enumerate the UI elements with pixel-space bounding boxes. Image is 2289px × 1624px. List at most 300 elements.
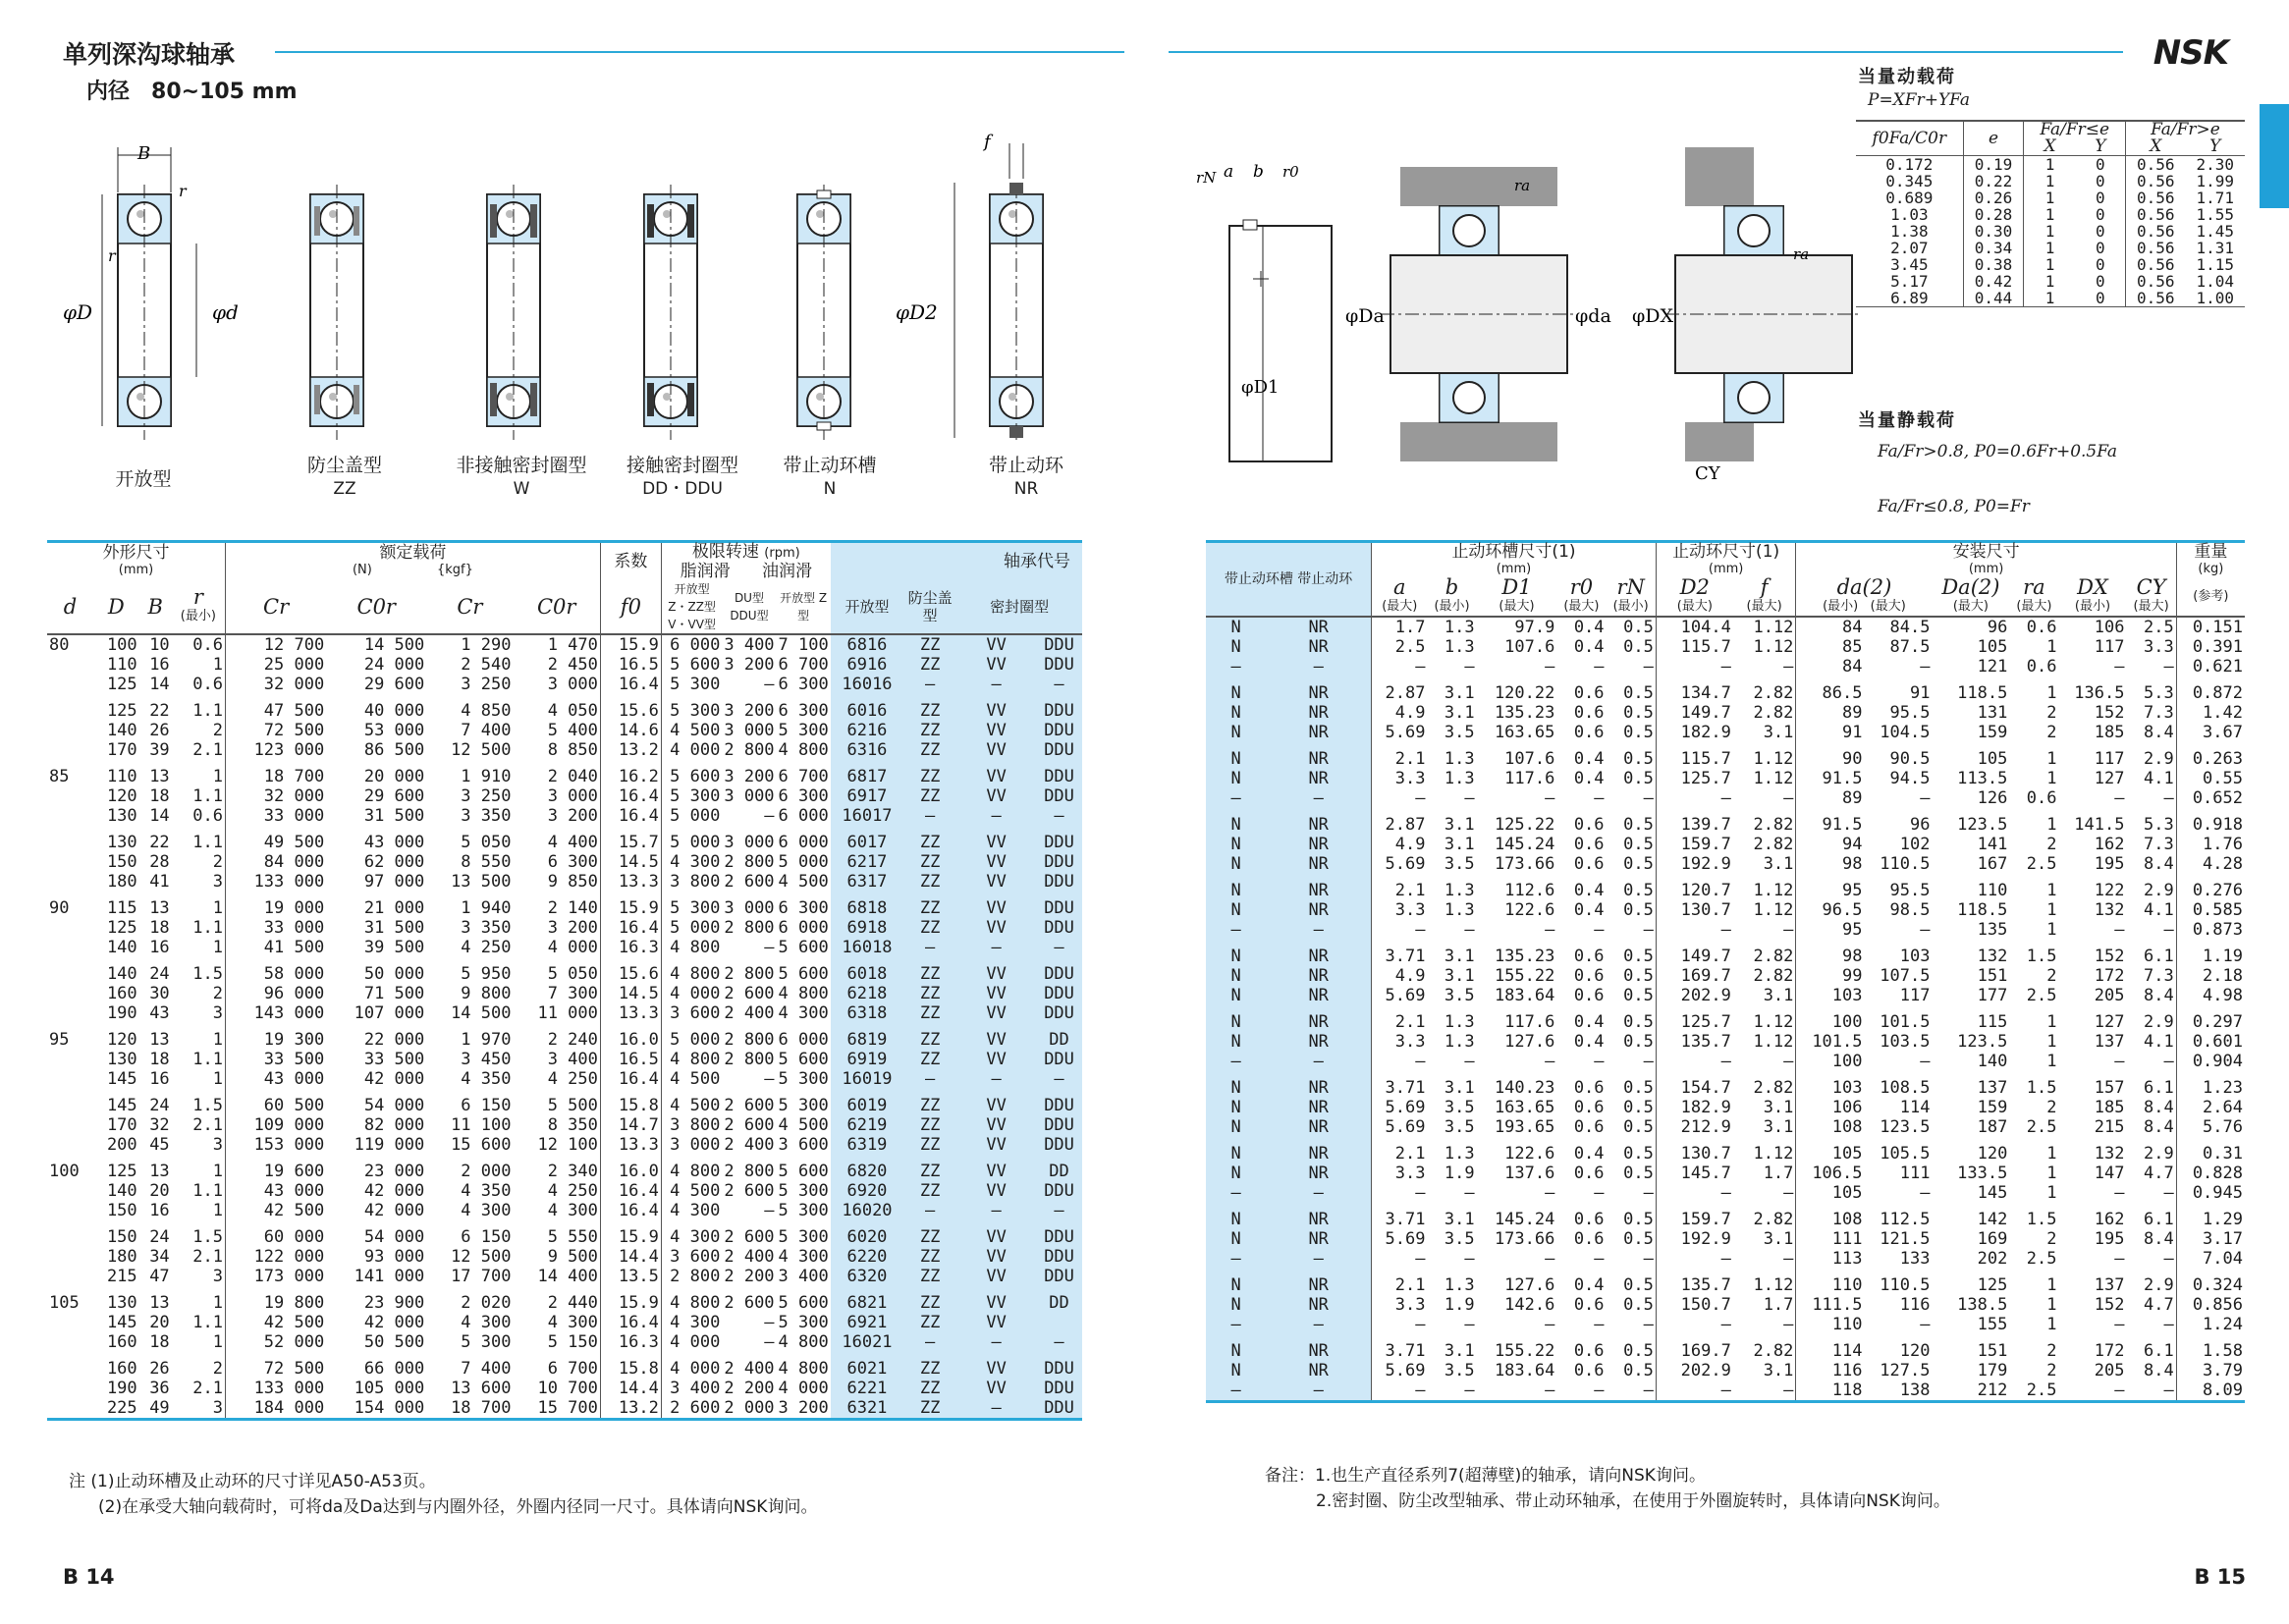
cell-da1: 90 (1796, 742, 1865, 769)
cell-g1: 4 800 (661, 957, 722, 984)
cell-w: 0.55 (2176, 769, 2245, 788)
cell-rN: 0.5 (1623, 637, 1654, 657)
cell-a: 2.1 (1372, 1005, 1428, 1032)
cell-ra: 1 (2046, 1032, 2057, 1052)
cell-ra: 1 (2046, 683, 2057, 703)
cell-zz: ZZ (903, 1089, 956, 1115)
cell-Cr: 25 000 (226, 655, 327, 675)
cell-DX: 205 (2094, 1361, 2125, 1380)
cell-CY: 7.3 (2144, 966, 2174, 986)
cell-rN: 0.5 (1623, 769, 1654, 788)
cell-b: — (1464, 1249, 1475, 1269)
load-cell: 0.56 (2125, 156, 2185, 174)
cell-da1: 118 (1796, 1380, 1865, 1402)
cell-r: 1.1 (192, 701, 223, 721)
cell-ddu: DD (1036, 1155, 1082, 1181)
cell-da1: 94 (1796, 835, 1865, 854)
cell-g2: 2 600 (724, 1181, 775, 1201)
cell-vv: VV (956, 1267, 1036, 1286)
cell-r: 2.1 (192, 1379, 223, 1398)
cell-D1: 125.22 (1494, 815, 1555, 835)
cell-D: 160 (106, 984, 137, 1003)
cell-Da: 177 (1977, 986, 2008, 1005)
cell-w: 0.585 (2176, 900, 2245, 920)
cell-d (47, 1220, 93, 1247)
cell-r: 2 (212, 1359, 223, 1379)
cell-g2: 2 800 (724, 964, 775, 984)
cell-Crk: 4 350 (461, 1069, 512, 1089)
cell-C0rk: 3 000 (547, 675, 598, 694)
cell-r0: 0.4 (1573, 769, 1605, 788)
cell-D1: 112.6 (1504, 881, 1555, 900)
cell-b: 3.1 (1444, 1341, 1475, 1361)
cell-n: N (1206, 1361, 1266, 1380)
cell-Cr: 58 000 (226, 957, 327, 984)
cell-b: — (1464, 1052, 1475, 1071)
cell-D1: 140.23 (1494, 1078, 1555, 1098)
table-row (47, 655, 1082, 675)
cell-rN: — (1643, 920, 1654, 940)
table-row (1206, 1032, 2245, 1052)
cell-n: N (1206, 742, 1266, 769)
cell-rN: — (1643, 1183, 1654, 1203)
cell-D: 190 (106, 1003, 137, 1023)
cell-ra: 2.5 (2026, 986, 2057, 1005)
table-row (47, 760, 1082, 786)
cell-ddu: DDU (1036, 760, 1082, 786)
cell-Crk: 7 400 (461, 1359, 512, 1379)
cell-n: N (1206, 1098, 1266, 1117)
cell-a: — (1372, 1380, 1428, 1402)
cell-oil: 5 600 (778, 938, 829, 957)
cell-da1: 103 (1796, 986, 1865, 1005)
type-caption-snap-ring: 带止动环 NR (988, 455, 1063, 499)
cell-rN: 0.5 (1623, 749, 1654, 769)
cell-Da: 167 (1977, 854, 2008, 874)
type-caption-snap-groove: 带止动环槽 N (783, 455, 877, 499)
cell-f: 3.1 (1763, 1117, 1794, 1137)
cell-da1: 85 (1796, 637, 1865, 657)
cell-n: N (1206, 703, 1266, 723)
cell-g2: 2 600 (724, 872, 775, 892)
cell-zz: ZZ (903, 1155, 956, 1181)
cell-a: 2.87 (1372, 677, 1428, 703)
cell-nr: — (1266, 1380, 1371, 1402)
cell-nr: NR (1266, 637, 1371, 657)
cell-a: 5.69 (1372, 1098, 1428, 1117)
cell-n: N (1206, 966, 1266, 986)
cell-Da: 138.5 (1957, 1295, 2008, 1315)
cell-ra: 2.5 (2026, 854, 2057, 874)
cell-D2: — (1656, 788, 1733, 808)
cell-CY: — (2163, 920, 2174, 940)
cell-da2: — (1920, 657, 1931, 677)
cell-Crk: 2 000 (461, 1162, 512, 1181)
cell-ddu: DDU (1036, 786, 1082, 806)
cell-f: 3.1 (1763, 1229, 1794, 1249)
cell-da2: 121.5 (1880, 1229, 1931, 1249)
cell-B: 36 (149, 1379, 170, 1398)
cell-ddu: DDU (1036, 634, 1082, 655)
load-cell: 3.45 (1890, 255, 1929, 274)
cell-f: 3.1 (1763, 1098, 1794, 1117)
cell-da1: 106 (1796, 1098, 1865, 1117)
cell-ra: 0.6 (2026, 657, 2057, 677)
cell-Da: 105 (1977, 637, 2008, 657)
cell-rN: 0.5 (1623, 1098, 1654, 1117)
table-row (1206, 703, 2245, 723)
cell-rN: 0.5 (1623, 835, 1654, 854)
cell-oil: 3 200 (778, 1398, 829, 1418)
cell-b: — (1464, 920, 1475, 940)
cell-B: 10 (149, 635, 170, 655)
cell-zz: ZZ (903, 1023, 956, 1050)
cell-CY: 4.7 (2144, 1295, 2174, 1315)
cell-ra: 1 (2046, 637, 2057, 657)
cell-g1: 4 500 (661, 1069, 722, 1089)
load-cell: 1.45 (2196, 222, 2235, 241)
cell-g2: 3 200 (724, 767, 775, 786)
cell-r0: 0.4 (1573, 1012, 1605, 1032)
cell-da2: — (1920, 920, 1931, 940)
table-row (47, 1115, 1082, 1135)
cell-f0: 15.6 (600, 694, 661, 721)
cell-DX: 127 (2094, 1012, 2125, 1032)
label-ra: ra (1514, 177, 1531, 194)
cell-code: 6321 (831, 1398, 903, 1420)
cell-oil: 5 300 (778, 1181, 829, 1201)
table-row (1206, 1117, 2245, 1137)
cell-oil: 4 300 (778, 1003, 829, 1023)
cell-vv: VV (956, 1135, 1036, 1155)
cell-CY: — (2163, 1380, 2174, 1400)
label-Dx: φDX (1632, 305, 1674, 327)
cell-n: — (1206, 1249, 1266, 1269)
header-factor: 系数 (600, 542, 661, 581)
cell-b: 3.1 (1444, 835, 1475, 854)
cell-C0rk: 4 250 (547, 1181, 598, 1201)
drawing-open-type (63, 143, 239, 440)
cell-f0: 15.9 (600, 1220, 661, 1247)
cell-vv: VV (956, 826, 1036, 852)
cell-Da: 126 (1977, 788, 2008, 808)
cell-b: 3.5 (1444, 1098, 1475, 1117)
cell-f: 2.82 (1753, 1078, 1794, 1098)
cell-r: 1 (212, 1332, 223, 1352)
cell-code: 6016 (831, 694, 903, 721)
cell-B: 43 (149, 1003, 170, 1023)
cell-f: 1.12 (1753, 1032, 1794, 1052)
cell-d (47, 1135, 93, 1155)
cell-Cr: 72 500 (226, 721, 327, 740)
cell-nr: NR (1266, 742, 1371, 769)
table-row (47, 1352, 1082, 1379)
cell-f0: 16.4 (600, 1181, 661, 1201)
table-row (47, 1023, 1082, 1050)
load-cell: 0.34 (1963, 240, 2024, 256)
cell-g2: — (764, 1069, 775, 1089)
cell-b: 3.1 (1444, 703, 1475, 723)
cell-D: 130 (106, 806, 137, 826)
cell-code: 6318 (831, 1003, 903, 1023)
cell-B: 24 (149, 1227, 170, 1247)
table-row (47, 1181, 1082, 1201)
cell-D: 145 (106, 1069, 137, 1089)
cell-b: 1.3 (1444, 1275, 1475, 1295)
header-weight: 重量 (2194, 542, 2228, 562)
cell-C0r: 40 000 (363, 701, 425, 721)
cell-D: 160 (106, 1359, 137, 1379)
cell-b: 1.3 (1444, 749, 1475, 769)
cell-da2: — (1920, 788, 1931, 808)
cell-r: 1.5 (192, 1096, 223, 1115)
cell-D2: 139.7 (1656, 808, 1733, 835)
cell-r0: — (1594, 1380, 1605, 1400)
label-da: φda (1575, 305, 1611, 327)
table-row (47, 721, 1082, 740)
cell-r0: 0.6 (1573, 1361, 1605, 1380)
cell-C0rk: 3 200 (547, 918, 598, 938)
cell-d (47, 740, 93, 760)
cell-D: 225 (106, 1398, 137, 1418)
table-row (47, 1155, 1082, 1181)
load-cell: 0.26 (1963, 189, 2024, 206)
cell-da2: 120 (1899, 1341, 1931, 1361)
type-caption-contact: 接触密封圈型 DD・DDU (626, 455, 738, 499)
cell-D2: 182.9 (1656, 1098, 1733, 1117)
cell-w: 1.23 (2176, 1071, 2245, 1098)
cell-g1: 4 000 (661, 984, 722, 1003)
cell-D: 130 (106, 1293, 137, 1313)
cell-Cr: 43 000 (226, 1181, 327, 1201)
cell-D1: — (1545, 1315, 1555, 1334)
cell-CY: 8.4 (2144, 1361, 2174, 1380)
cell-a: 4.9 (1372, 703, 1428, 723)
cell-DX: 137 (2094, 1275, 2125, 1295)
cell-oil: 7 100 (778, 635, 829, 655)
cell-r0: 0.4 (1573, 618, 1605, 637)
cell-Cr: 109 000 (226, 1115, 327, 1135)
table-row (47, 1089, 1082, 1115)
cell-b: 3.5 (1444, 1361, 1475, 1380)
cell-D1: — (1545, 788, 1555, 808)
cell-zz: ZZ (903, 1050, 956, 1069)
cell-zz: ZZ (903, 1313, 956, 1332)
cell-d: 85 (49, 767, 70, 786)
cell-Da: 96 (1987, 618, 2008, 637)
cell-vv: VV (956, 760, 1036, 786)
cell-f: 1.7 (1763, 1164, 1794, 1183)
cell-ra: 0.6 (2026, 618, 2057, 637)
cell-da2: 96 (1909, 815, 1931, 835)
cell-DX: 117 (2094, 749, 2125, 769)
cell-f: 1.12 (1753, 881, 1794, 900)
cell-rN: 0.5 (1623, 900, 1654, 920)
cell-DX: 152 (2094, 1295, 2125, 1315)
cell-da2: 112.5 (1880, 1210, 1931, 1229)
cell-C0rk: 10 700 (537, 1379, 598, 1398)
cell-C0rk: 1 470 (547, 635, 598, 655)
cell-DX: 185 (2094, 1098, 2125, 1117)
cell-g1: 4 000 (661, 1352, 722, 1379)
cell-Crk: 13 500 (451, 872, 512, 892)
load-cell: 2.30 (2196, 155, 2235, 174)
load-cell: 1 (2024, 173, 2076, 189)
cell-B: 18 (149, 786, 170, 806)
cell-g2: 2 800 (724, 918, 775, 938)
table-row (1856, 206, 2245, 223)
load-cell: 0.56 (2125, 256, 2185, 273)
table-row (1206, 808, 2245, 835)
table-row (1206, 1203, 2245, 1229)
cell-nr: — (1266, 920, 1371, 940)
cell-oil: 6 700 (778, 655, 829, 675)
load-cell: 0.56 (2125, 206, 2185, 223)
cell-g1: 5 000 (661, 918, 722, 938)
cell-da1: 111 (1796, 1229, 1865, 1249)
cell-r: 1.5 (192, 964, 223, 984)
cell-D: 190 (106, 1379, 137, 1398)
load-cell: 0.42 (1963, 273, 2024, 290)
cell-a: 3.71 (1372, 1071, 1428, 1098)
cell-Da: 132 (1977, 947, 2008, 966)
cell-b: 1.3 (1444, 1032, 1475, 1052)
cell-C0rk: 15 700 (537, 1398, 598, 1418)
cell-r0: 0.6 (1573, 1164, 1605, 1183)
cell-rN: 0.5 (1623, 815, 1654, 835)
cell-g1: 3 800 (661, 872, 722, 892)
cell-b: 1.3 (1444, 637, 1475, 657)
cell-b: 1.3 (1444, 900, 1475, 920)
cell-r: 1.1 (192, 1181, 223, 1201)
cell-r0: 0.4 (1573, 637, 1605, 657)
cell-oil: 4 800 (778, 984, 829, 1003)
cell-vv: VV (956, 918, 1036, 938)
cell-b: 3.1 (1444, 966, 1475, 986)
cell-da2: 133 (1899, 1249, 1931, 1269)
cell-n: N (1206, 835, 1266, 854)
cell-r: 1.1 (192, 833, 223, 852)
table-row (1206, 1334, 2245, 1361)
type-caption-noncontact: 非接触密封圈型 W (456, 455, 587, 499)
cell-r: 1 (212, 1293, 223, 1313)
cell-n: N (1206, 1334, 1266, 1361)
cell-CY: 2.9 (2144, 749, 2174, 769)
cell-C0r: 33 500 (363, 1050, 425, 1069)
table-row (1206, 1137, 2245, 1164)
cell-g1: 4 300 (661, 1313, 722, 1332)
label-D1: φD1 (1241, 377, 1280, 398)
cell-CY: 8.4 (2144, 1229, 2174, 1249)
cell-nr: NR (1266, 1137, 1371, 1164)
cell-code: 6920 (831, 1181, 903, 1201)
cell-vv: VV (956, 634, 1036, 655)
cell-f: 2.82 (1753, 703, 1794, 723)
cell-f0: 13.3 (600, 1003, 661, 1023)
cell-b: 1.9 (1444, 1295, 1475, 1315)
cell-n: N (1206, 1117, 1266, 1137)
cell-oil: 3 400 (778, 1267, 829, 1286)
cell-Crk: 2 540 (461, 655, 512, 675)
cell-D2: 135.7 (1656, 1032, 1733, 1052)
load-cell: 0 (2096, 222, 2105, 241)
cell-w: 0.873 (2176, 920, 2245, 940)
cell-DX: — (2114, 1315, 2125, 1334)
cell-n: N (1206, 1164, 1266, 1183)
cell-D2: 212.9 (1656, 1117, 1733, 1137)
cell-DX: — (2114, 657, 2125, 677)
cell-g2: 3 400 (724, 635, 775, 655)
table-row (1206, 1052, 2245, 1071)
label-rN: rN (1196, 169, 1217, 187)
cell-B: 49 (149, 1398, 170, 1418)
equiv-dynamic-title: 当量动载荷 (1858, 67, 1956, 87)
cell-Da: 118.5 (1957, 900, 2008, 920)
cell-d (47, 1398, 93, 1420)
cell-rN: 0.5 (1623, 1361, 1654, 1380)
table-row (1206, 742, 2245, 769)
table-row (1206, 900, 2245, 920)
cell-D: 160 (106, 1332, 137, 1352)
cell-da1: 105 (1796, 1183, 1865, 1203)
static-formula-2: Fa/Fr≤0.8, P0=Fr (1878, 497, 2030, 516)
cell-da1: 95 (1796, 920, 1865, 940)
cell-d (47, 872, 93, 892)
cell-da2: 95.5 (1889, 703, 1931, 723)
cell-ddu: DD (1036, 1286, 1082, 1313)
cell-CY: 4.1 (2144, 900, 2174, 920)
cell-vv: VV (956, 1286, 1036, 1313)
cell-ddu: DDU (1036, 1247, 1082, 1267)
cell-DX: 137 (2094, 1032, 2125, 1052)
cell-zz: — (903, 675, 956, 694)
cell-g1: 4 800 (661, 938, 722, 957)
cell-r0: 0.6 (1573, 1117, 1605, 1137)
cell-nr: NR (1266, 1071, 1371, 1098)
cell-a: 5.69 (1372, 1117, 1428, 1137)
cell-g2: 2 800 (724, 1030, 775, 1050)
table-row (47, 1267, 1082, 1286)
cell-Cr: 133 000 (226, 1379, 327, 1398)
cell-r: 0.6 (192, 806, 223, 826)
cell-ddu: DDU (1036, 1352, 1082, 1379)
cell-g1: 4 500 (661, 1181, 722, 1201)
cell-D: 110 (106, 655, 137, 675)
cell-DX: 172 (2094, 966, 2125, 986)
cell-f0: 16.5 (600, 1050, 661, 1069)
cell-n: — (1206, 1183, 1266, 1203)
cell-C0r: 54 000 (363, 1096, 425, 1115)
cell-r: 3 (212, 1003, 223, 1023)
cell-zz: ZZ (903, 634, 956, 655)
table-row (1206, 1269, 2245, 1295)
cell-Da: 151 (1977, 1341, 2008, 1361)
bearing-spec-table: 外形尺寸 (mm) 额定载荷 (N) {kgf} 系数 极限转速 (rpm) 脂润滑 油润滑 轴承代号 d D B r (最小) Cr C0r Cr C0r f0 开放型 Z・ZZ型 V・VV型 DU型 DDU型 开放型 Z型 开放型 防尘盖型 密封圈型 80 100 10 0.6 12 700 14 500 1 290 1 470 15.9 6 000 3 400 7 100 6816 ZZ VV DDU 110 16 1 25 000 24 000 2 540 2 450 16.5 5 600 3 200 6 700 6916 ZZ VV DDU 125 14 0.6 32 000 29 600 3 250 3 000 16.4 5 300 — 6 300 16016 — — — 125 22 1.1 47 500 40 000 4 850 4 050 15.6 5 300 3 200 6 300 6016 ZZ VV DDU 140 26 2 72 500 53 000 7 400 5 400 14.6 4 500 3 000 5 300 6216 ZZ VV DDU 170 39 2.1 123 000 86 500 12 500 8 850 13.2 4 000 2 800 4 800 6316 ZZ VV DDU 85 110 13 1 18 700 20 000 1 910 2 040 16.2 5 600 3 200 6 700 6817 ZZ VV DDU 120 18 1.1 32 000 29 600 3 250 3 000 16.4 5 300 3 000 6 300 6917 ZZ VV DDU 130 14 0.6 33 000 31 500 3 350 3 200 16.4 5 000 — 6 000 16017 — — — 130 22 1.1 49 500 43 000 5 050 4 400 15.7 5 000 3 000 6 000 6017 ZZ VV DDU 150 28 2 84 000 62 000 8 550 6 300 14.5 4 300 2 800 5 000 6217 ZZ VV DDU 180 41 3 133 000 97 000 13 500 9 850 13.3 3 800 2 600 4 500 6317 ZZ VV DDU 90 115 13 1 19 000 21 000 1 940 2 140 15.9 5 300 3 000 6 300 6818 ZZ VV DDU 125 18 1.1 33 000 31 500 3 350 3 200 16.4 5 000 2 800 6 000 6918 ZZ VV DDU 140 16 1 41 500 39 500 4 250 4 000 16.3 4 800 — 5 600 16018 — — — 140 24 1.5 58 000 50 000 5 950 5 050 15.6 4 800 2 800 5 600 6018 ZZ VV DDU 160 30 2 96 000 71 500 9 800 7 300 14.5 4 000 2 600 4 800 6218 ZZ VV DDU 190 43 3 143 000 107 000 14 500 11 000 13.3 3 600 2 400 4 300 6318 ZZ VV DDU 95 120 13 1 19 300 22 000 1 970 2 240 16.0 5 000 2 800 6 000 6819 ZZ VV DD 130 18 1.1 33 500 33 500 3 450 3 400 16.5 4 800 2 800 5 600 6919 ZZ VV DDU 145 16 1 43 000 42 000 4 350 4 250 16.4 4 500 — 5 300 16019 — — — 145 24 1.5 60 500 54 000 6 150 5 500 15.8 4 500 2 600 5 300 6019 ZZ VV DDU 170 32 2.1 109 000 82 000 11 100 8 350 14.7 3 800 2 600 4 500 6219 ZZ VV DDU 200 45 3 153 000 119 000 15 600 12 100 13.3 3 000 2 400 3 600 6319 ZZ VV DDU 100 125 13 1 19 600 23 000 2 000 2 340 16.0 4 800 2 800 5 600 6820 ZZ VV DD 140 20 1.1 43 000 42 000 4 350 4 250 16.4 4 500 2 600 5 300 6920 ZZ VV DDU 150 16 1 42 500 42 000 4 300 4 300 16.4 4 300 — 5 300 16020 — — — 150 24 1.5 60 000 54 000 6 150 5 550 15.9 4 300 2 600 5 300 6020 ZZ VV DDU 180 34 2.1 122 000 93 000 12 500 9 500 14.4 3 600 2 400 4 300 6220 ZZ VV DDU 215 47 3 173 000 141 000 17 700 14 400 13.5 2 800 2 200 3 400 6320 ZZ VV DDU 105 130 13 1 19 800 23 900 2 020 2 440 15.9 4 800 2 600 5 600 6821 ZZ VV DD 145 20 1.1 42 500 42 000 4 300 4 300 16.4 4 300 — 5 300 6921 ZZ VV 160 18 1 52 000 50 500 5 300 5 150 16.3 4 000 — 4 800 16021 — — — 160 26 2 72 500 66 000 7 400 6 700 15.8 4 000 2 400 4 800 6021 ZZ VV DDU 190 36 2.1 133 000 105 000 13 600 10 700 14.4 3 400 2 200 4 000 6221 ZZ VV DDU 225 49 3 184 000 154 000 18 700 15 700 13.2 2 600 2 000 3 200 6321 ZZ — DDU (47, 540, 1082, 1421)
load-cell: 1.99 (2196, 172, 2235, 190)
cell-da1: 96.5 (1796, 900, 1865, 920)
cell-C0rk: 2 440 (547, 1293, 598, 1313)
cell-g2: 3 000 (724, 898, 775, 918)
cell-Da: 110 (1977, 881, 2008, 900)
cell-da1: 86.5 (1796, 677, 1865, 703)
cell-f: 1.12 (1753, 769, 1794, 788)
table-row (47, 1069, 1082, 1089)
cell-r: 1.1 (192, 1313, 223, 1332)
cell-D1: 163.65 (1494, 1098, 1555, 1117)
load-cell: 1.03 (1890, 205, 1929, 224)
cell-zz: ZZ (903, 655, 956, 675)
cell-D1: 193.65 (1494, 1117, 1555, 1137)
